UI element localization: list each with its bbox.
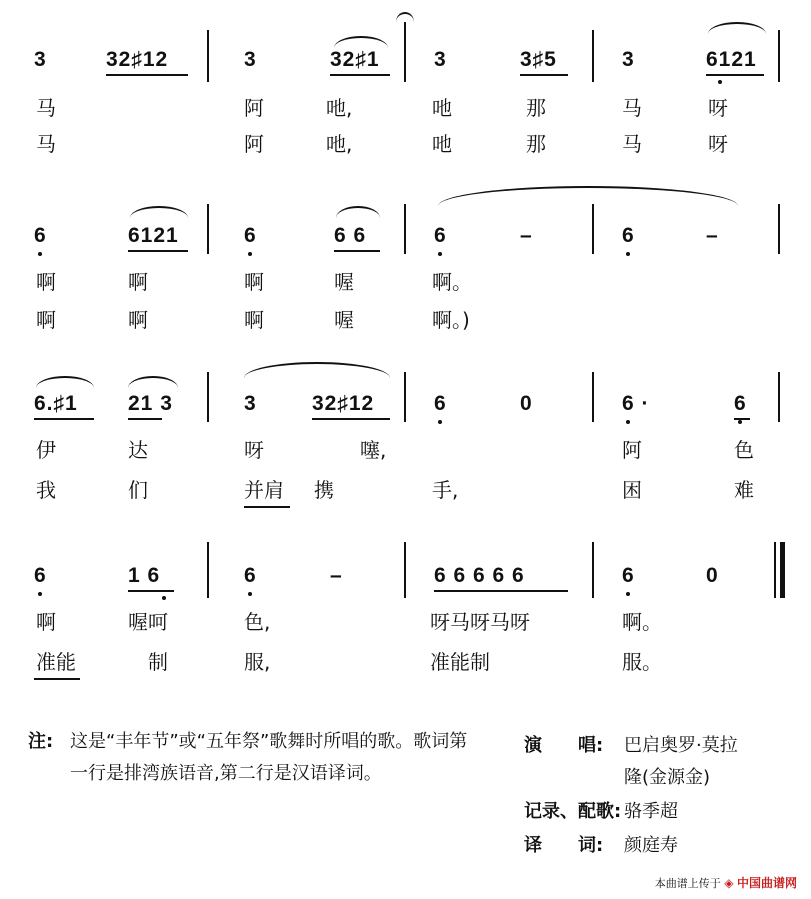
- lyric-r1b-2: 阿: [244, 132, 264, 156]
- barline: [207, 542, 209, 598]
- low-dot: [626, 592, 630, 596]
- note-r1-2: 32♯12: [106, 48, 169, 71]
- footer: [655, 874, 797, 891]
- credit-name-singer-cont: 隆(金源金): [624, 767, 711, 788]
- lyric-r1b-7: 呀: [708, 132, 728, 156]
- lyric-r3b-7: 难: [734, 478, 754, 502]
- note-r2-8: –: [706, 224, 719, 247]
- note-r1-7: 3: [622, 48, 635, 71]
- lyric-r3b-3: 并肩: [244, 478, 284, 502]
- note-r3-8: 6: [734, 392, 747, 415]
- footer-text: 本曲谱上传于: [654, 877, 721, 890]
- note-r1-5: 3: [434, 48, 447, 71]
- underline: [434, 590, 568, 592]
- note-r2-4: 6 6: [334, 224, 367, 247]
- low-dot: [38, 252, 42, 256]
- low-dot: [438, 420, 442, 424]
- lyric-r2a-2: 啊: [128, 270, 148, 294]
- low-dot: [626, 252, 630, 256]
- lyric-r3b-6: 困: [622, 478, 642, 502]
- lyric-r4b-1: 准能: [36, 650, 76, 674]
- note-r3-6: 0: [520, 392, 533, 415]
- barline: [404, 542, 406, 598]
- barline: [207, 372, 209, 422]
- lyric-r4b-3: 服,: [244, 650, 271, 674]
- slur: [336, 206, 380, 218]
- underline: [734, 418, 750, 420]
- underline: [244, 506, 290, 508]
- low-dot: [738, 420, 742, 424]
- lyric-r4b-2: 制: [148, 650, 168, 674]
- note-r4-3: 6: [244, 564, 257, 587]
- note-r4-4: –: [330, 564, 343, 587]
- underline: [520, 74, 568, 76]
- note-r4-7: 0: [706, 564, 719, 587]
- underline: [34, 418, 94, 420]
- slur: [128, 376, 178, 388]
- lyric-r4a-5: 啊。: [622, 610, 662, 634]
- barline: [404, 372, 406, 422]
- underline: [334, 250, 380, 252]
- note-r4-1: 6: [34, 564, 47, 587]
- note-text: 这是“丰年节”或“五年祭”歌舞时所唱的歌。歌词第一行是排湾族语音,第二行是汉语译词。: [70, 731, 468, 784]
- lyric-r1b-1: 马: [36, 132, 56, 156]
- barline: [778, 30, 780, 82]
- credit-name-singer: 巴启奥罗·莫拉: [624, 735, 738, 756]
- note-r1-8: 6121: [706, 48, 757, 71]
- lyric-r3a-2: 达: [128, 438, 148, 462]
- barline: [592, 542, 594, 598]
- lyric-r1a-2: 阿: [244, 96, 264, 120]
- lyric-r3a-1: 伊: [36, 438, 56, 462]
- lyric-r2a-1: 啊: [36, 270, 56, 294]
- lyric-r4b-5: 服。: [622, 650, 662, 674]
- lyric-r3a-6: 色: [734, 438, 754, 462]
- lyric-r2a-4: 喔: [334, 270, 354, 294]
- note-r3-4: 32♯12: [312, 392, 375, 415]
- barline: [404, 204, 406, 254]
- lyric-r1a-6: 马: [622, 96, 642, 120]
- lyric-r4a-4: 呀马呀马呀: [430, 610, 530, 634]
- lyric-r4a-2: 喔呵: [128, 610, 168, 634]
- lyric-r3a-5: 阿: [622, 438, 642, 462]
- note-r2-3: 6: [244, 224, 257, 247]
- underline: [128, 250, 188, 252]
- credit-role-translator: 译 词:: [524, 835, 604, 856]
- note-r4-2: 1 6: [128, 564, 161, 587]
- barline: [778, 204, 780, 254]
- low-dot: [248, 592, 252, 596]
- barline: [592, 372, 594, 422]
- lyric-r2b-3: 啊: [244, 308, 264, 332]
- barline: [404, 22, 406, 82]
- lyric-r3b-4: 携: [314, 478, 334, 502]
- low-dot: [248, 252, 252, 256]
- tie: [438, 186, 738, 206]
- lyric-r3b-2: 们: [128, 478, 148, 502]
- low-dot: [626, 420, 630, 424]
- lyric-r3a-4: 噻,: [360, 438, 387, 462]
- note-r2-7: 6: [622, 224, 635, 247]
- lyric-r2a-5: 啊。: [432, 270, 472, 294]
- slur: [36, 376, 94, 388]
- lyric-r4a-1: 啊: [36, 610, 56, 634]
- note-r2-5: 6: [434, 224, 447, 247]
- note-r1-6: 3♯5: [520, 48, 557, 71]
- final-barline-thin: [774, 542, 776, 598]
- underline: [128, 418, 162, 420]
- underline: [34, 678, 80, 680]
- final-barline-thick: [780, 542, 785, 598]
- low-dot: [38, 592, 42, 596]
- lyric-r2b-2: 啊: [128, 308, 148, 332]
- note-r4-6: 6: [622, 564, 635, 587]
- lyric-r3a-3: 呀: [244, 438, 264, 462]
- note-r1-1: 3: [34, 48, 47, 71]
- low-dot: [162, 596, 166, 600]
- low-dot: [718, 80, 722, 84]
- footer-site-link[interactable]: 中国曲谱网: [736, 876, 797, 890]
- barline: [592, 204, 594, 254]
- credit-name-translator: 颜庭寿: [624, 835, 678, 856]
- fermata-icon: [396, 12, 414, 22]
- underline: [312, 418, 390, 420]
- note-r2-6: –: [520, 224, 533, 247]
- lyric-r4b-4: 准能制: [430, 650, 490, 674]
- tie: [244, 362, 390, 378]
- slur: [130, 206, 188, 218]
- underline: [106, 74, 188, 76]
- note-r3-5: 6: [434, 392, 447, 415]
- lyric-r3b-1: 我: [36, 478, 56, 502]
- note-r2-2: 6121: [128, 224, 179, 247]
- credit-role-singer: 演 唱:: [524, 735, 604, 756]
- lyric-r1b-6: 马: [622, 132, 642, 156]
- barline: [592, 30, 594, 82]
- lyric-r1a-5: 那: [526, 96, 546, 120]
- lyric-r1a-4: 吔: [432, 96, 452, 120]
- credit-name-recorder: 骆季超: [624, 801, 678, 822]
- slur: [334, 36, 388, 48]
- note-r4-5: 6 6 6 6 6: [434, 564, 525, 587]
- note-r2-1: 6: [34, 224, 47, 247]
- credit-role-recorder: 记录、配歌:: [524, 801, 622, 822]
- lyric-r2b-1: 啊: [36, 308, 56, 332]
- underline: [706, 74, 764, 76]
- note-r3-7: 6 ·: [622, 392, 650, 415]
- lyric-r2b-4: 喔: [334, 308, 354, 332]
- lyric-r1a-3: 吔,: [326, 96, 353, 120]
- site-logo-icon: ◈: [724, 876, 734, 890]
- barline: [778, 372, 780, 422]
- lyric-r2a-3: 啊: [244, 270, 264, 294]
- lyric-r2b-5: 啊。): [432, 308, 470, 332]
- barline: [207, 30, 209, 82]
- lyric-r1a-7: 呀: [708, 96, 728, 120]
- lyric-r1b-5: 那: [526, 132, 546, 156]
- note-r1-4: 32♯1: [330, 48, 380, 71]
- barline: [207, 204, 209, 254]
- note-r3-3: 3: [244, 392, 257, 415]
- lyric-r1b-4: 吔: [432, 132, 452, 156]
- note-label: 注:: [28, 731, 54, 752]
- underline: [330, 74, 390, 76]
- lyric-r1b-3: 吔,: [326, 132, 353, 156]
- note-r3-2: 21 3: [128, 392, 173, 415]
- underline: [128, 590, 174, 592]
- note-r3-1: 6.♯1: [34, 392, 78, 415]
- low-dot: [438, 252, 442, 256]
- lyric-r1a-1: 马: [36, 96, 56, 120]
- lyric-r3b-5: 手,: [432, 478, 459, 502]
- slur: [708, 22, 766, 34]
- note-r1-3: 3: [244, 48, 257, 71]
- lyric-r4a-3: 色,: [244, 610, 271, 634]
